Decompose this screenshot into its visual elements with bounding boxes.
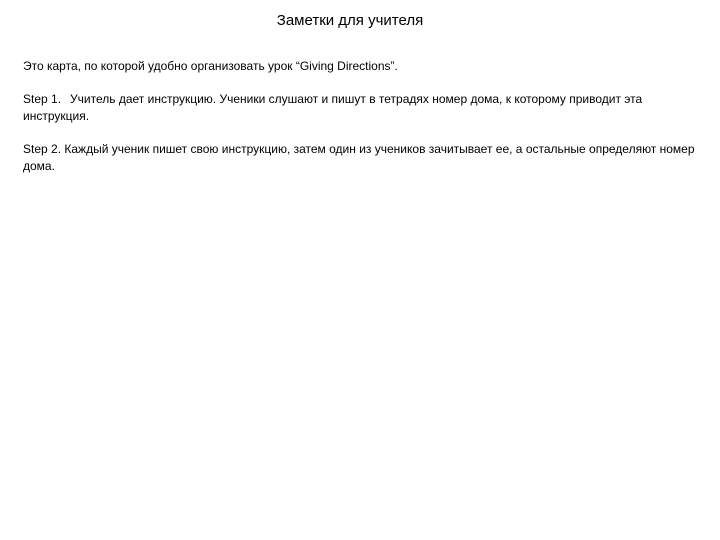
step-2-label: Step 2. [23, 142, 62, 156]
step-2-paragraph [23, 141, 698, 175]
step-1-text: Учитель дает инструкцию. Ученики слушают и пишут в тетрадях номер дома, к которому приводит эта инструкция. [23, 92, 643, 123]
slide-body [23, 58, 698, 191]
slide-title: Заметки для учителя [276, 12, 424, 29]
intro-paragraph: Это карта, по которой удобно организовать урок “Giving Directions”. [23, 59, 398, 73]
step-1-label: Step 1. [23, 92, 62, 106]
step-1-paragraph [23, 91, 698, 125]
step-2-text: Каждый ученик пишет свою инструкцию, затем один из учеников зачитывает ее, а остальные определяют номер дома. [23, 142, 695, 173]
